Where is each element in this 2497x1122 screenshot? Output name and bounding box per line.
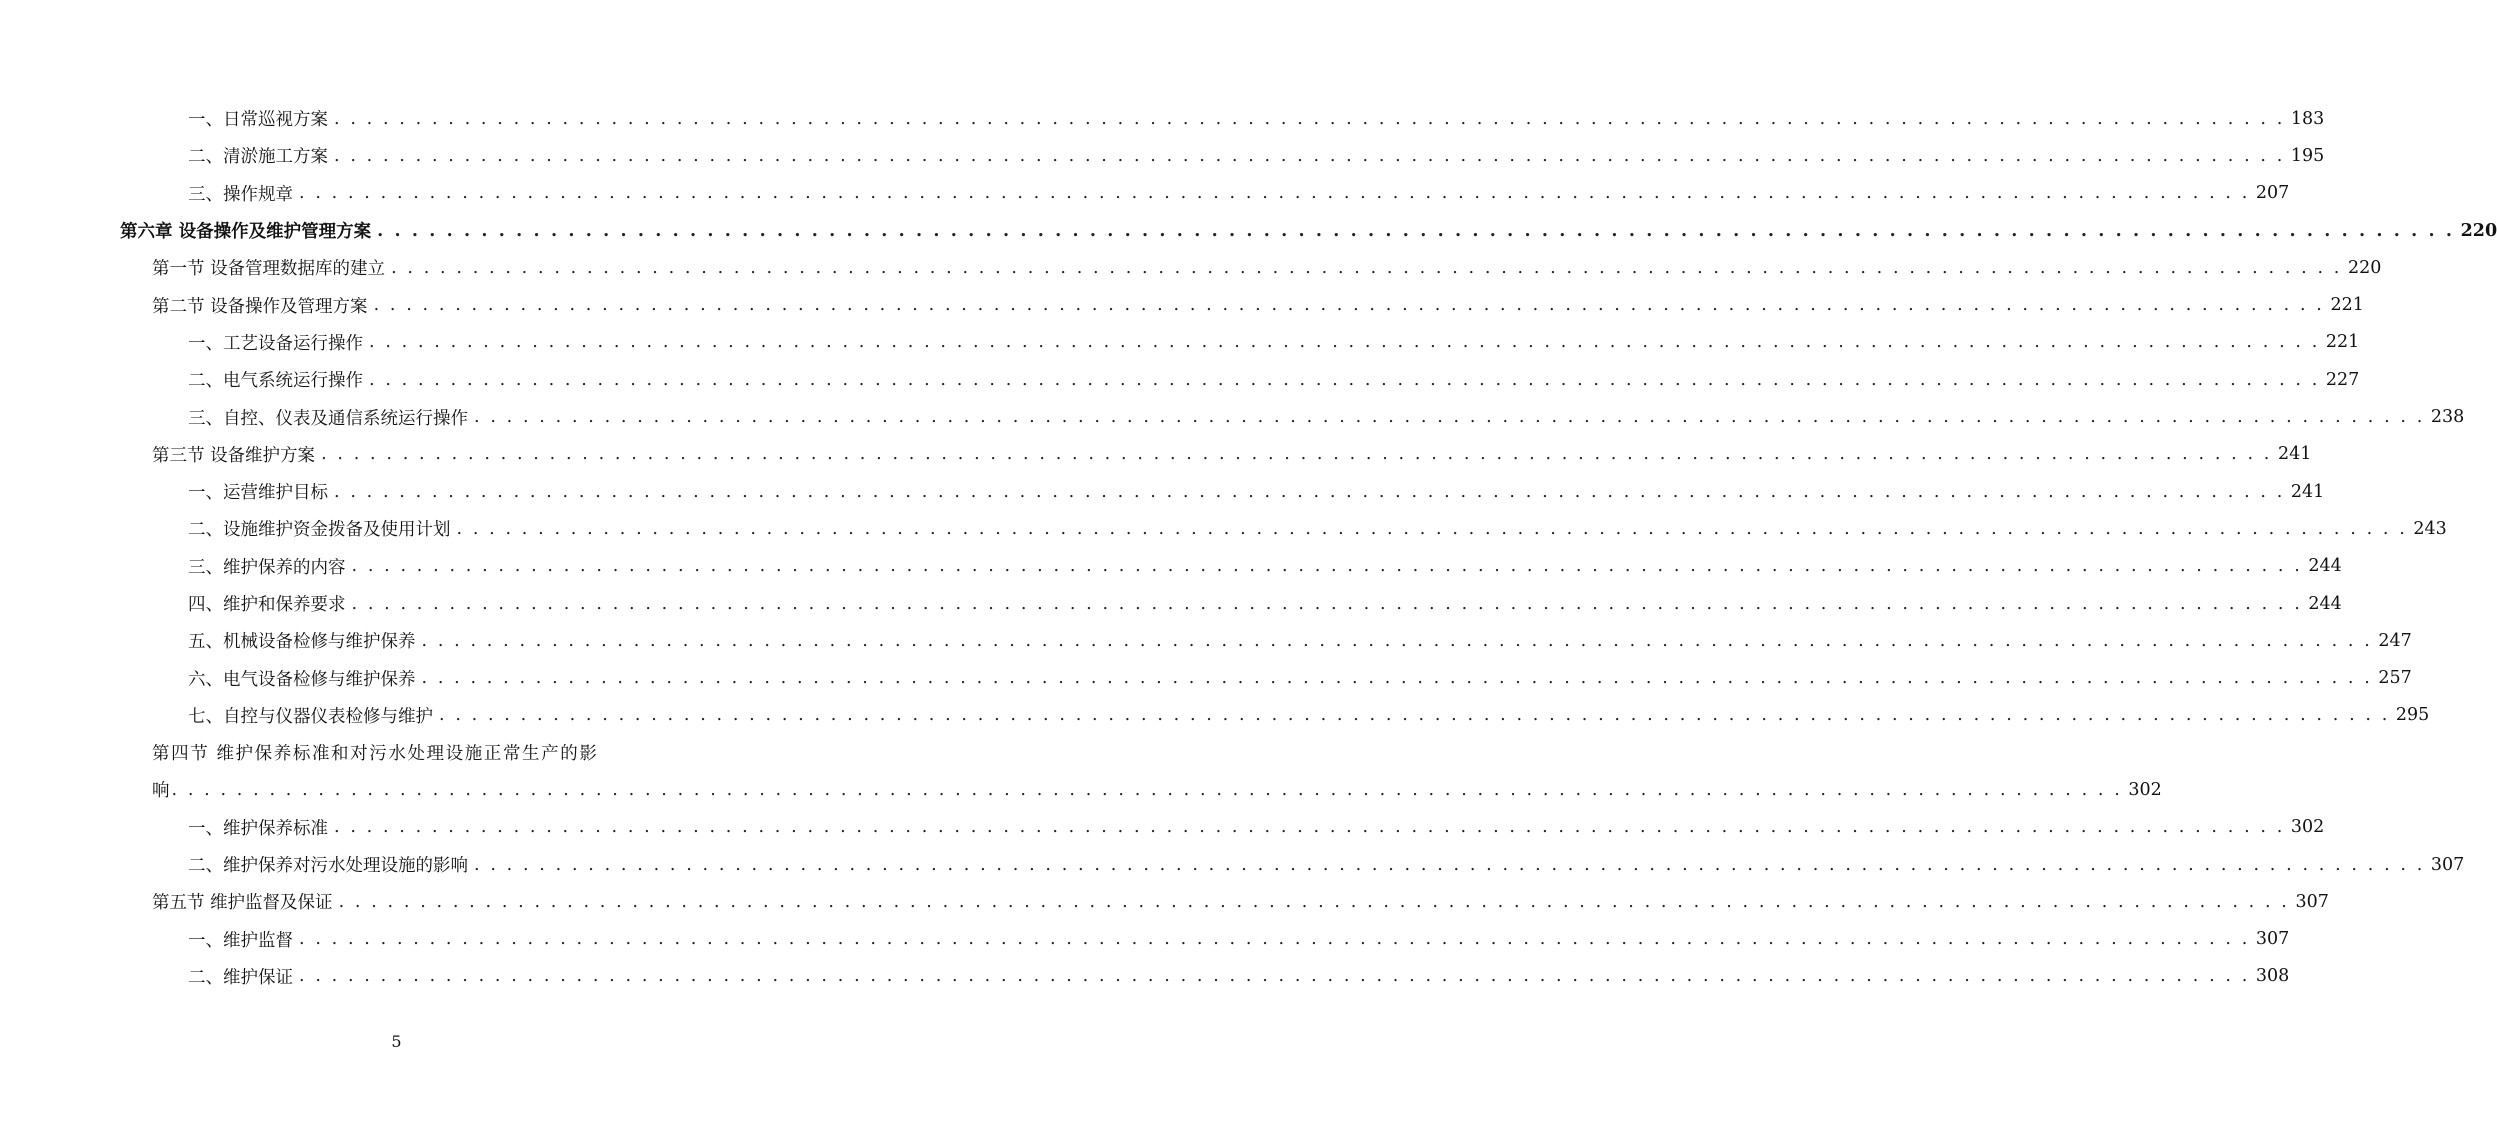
toc-subsection-entry[interactable]	[0, 958, 2290, 995]
toc-dot-leader: . . . . . . . . . . . . . . . . . . . . . . . . . . . . . . . . . . . . . . . . . . . . . . . . . . . . . . . . . . . . . . . . . . . . . . . . . . . . . . . . . . . . . . . . . . . . . . . . . . . . . . . . . . . . . . . . . . . . . . . .	[456, 518, 2408, 539]
toc-entry-page: 295	[2395, 705, 2430, 726]
toc-section-entry[interactable]	[0, 286, 2364, 323]
toc-entry-title: 五、机械设备检修与维护保养	[188, 632, 416, 653]
toc-entry-page: 307	[2295, 891, 2329, 912]
toc-subsection-entry[interactable]	[0, 473, 2325, 510]
toc-entry-page: 221	[2325, 332, 2360, 353]
toc-subsection-entry[interactable]	[0, 510, 2447, 547]
toc-entry-title: 三、操作规章	[188, 184, 293, 205]
toc-entry-page: 302	[2128, 779, 2162, 800]
toc-dot-leader: . . . . . . . . . . . . . . . . . . . . . . . . . . . . . . . . . . . . . . . . . . . . . . . . . . . . . . . . . . . . . . . . . . . . . . . . . . . . . . . . . . . . . . . . . . . . . . . . . . . . . . . . . . . . . . . . . . . . . . . .	[334, 145, 2285, 166]
toc-dot-leader: . . . . . . . . . . . . . . . . . . . . . . . . . . . . . . . . . . . . . . . . . . . . . . . . . . . . . . . . . . . . . . . . . . . . . . . . . . . . . . . . . . . . . . . . . . . . . . . . . . . . . . . . . . . . . . . . . . . . . . . .	[369, 369, 2320, 390]
toc-subsection-entry[interactable]	[0, 398, 2465, 435]
toc-dot-leader: . . . . . . . . . . . . . . . . . . . . . . . . . . . . . . . . . . . . . . . . . . . . . . . . . . . . . . . . . . . . . . . . . . . . . . . . . . . . . . . . . . . . . . . . . . . . . . . . . . . . . . . . . . . . . . . . . . . . . . . .	[474, 407, 2425, 428]
toc-subsection-entry[interactable]	[0, 324, 2360, 361]
toc-entry-page: 183	[2290, 108, 2325, 129]
toc-dot-leader: . . . . . . . . . . . . . . . . . . . . . . . . . . . . . . . . . . . . . . . . . . . . . . . . . . . . . . . . . . . . . . . . . . . . . . . . . . . . . . . . . . . . . . . . . . . . . . . . . . . . . . . . . . . . . . . . . . . . . . . .	[369, 332, 2320, 353]
toc-section-entry[interactable]	[0, 249, 2382, 286]
toc-entry-title: 第五节 维护监督及保证	[152, 893, 333, 914]
toc-entry-title: 三、自控、仪表及通信系统运行操作	[188, 408, 468, 429]
toc-entry-title: 二、电气系统运行操作	[188, 371, 363, 392]
toc-section-entry[interactable]	[0, 771, 2162, 808]
toc-entry-title: 第一节 设备管理数据库的建立	[152, 259, 386, 280]
toc-entry-page: 241	[2277, 444, 2312, 465]
toc-dot-leader: . . . . . . . . . . . . . . . . . . . . . . . . . . . . . . . . . . . . . . . . . . . . . . . . . . . . . . . . . . . . . . . . . . . . . . . . . . . . . . . . . . . . . . . . . . . . . . . . . . . . . . . . . . . . . . . . . . . . . . . .	[321, 444, 2272, 465]
toc-entry-page: 195	[2290, 145, 2325, 166]
toc-section-entry[interactable]	[0, 883, 2329, 920]
toc-dot-leader: . . . . . . . . . . . . . . . . . . . . . . . . . . . . . . . . . . . . . . . . . . . . . . . . . . . . . . . . . . . . . . . . . . . . . . . . . . . . . . . . . . . . . . . . . . . . . . . . . . . . . . . . . . . . . . . . . . . . . . . .	[377, 220, 2455, 241]
toc-dot-leader: . . . . . . . . . . . . . . . . . . . . . . . . . . . . . . . . . . . . . . . . . . . . . . . . . . . . . . . . . . . . . . . . . . . . . . . . . . . . . . . . . . . . . . . . . . . . . . . . . . . . . . . . . . . . . . . . . . . . . . . .	[171, 779, 2123, 800]
toc-entry-page: 220	[2460, 220, 2497, 241]
toc-entry-page: 241	[2290, 481, 2325, 502]
toc-dot-leader: . . . . . . . . . . . . . . . . . . . . . . . . . . . . . . . . . . . . . . . . . . . . . . . . . . . . . . . . . . . . . . . . . . . . . . . . . . . . . . . . . . . . . . . . . . . . . . . . . . . . . . . . . . . . . . . . . . . . . . . .	[439, 705, 2390, 726]
toc-subsection-entry[interactable]	[0, 659, 2412, 696]
toc-entry-title: 一、维护保养标准	[188, 818, 328, 839]
toc-entry-title: 一、日常巡视方案	[188, 110, 328, 131]
toc-subsection-entry[interactable]	[0, 809, 2325, 846]
toc-dot-leader: . . . . . . . . . . . . . . . . . . . . . . . . . . . . . . . . . . . . . . . . . . . . . . . . . . . . . . . . . . . . . . . . . . . . . . . . . . . . . . . . . . . . . . . . . . . . . . . . . . . . . . . . . . . . . . . . . . . . . . . .	[373, 295, 2325, 316]
toc-dot-leader: . . . . . . . . . . . . . . . . . . . . . . . . . . . . . . . . . . . . . . . . . . . . . . . . . . . . . . . . . . . . . . . . . . . . . . . . . . . . . . . . . . . . . . . . . . . . . . . . . . . . . . . . . . . . . . . . . . . . . . . .	[338, 891, 2290, 912]
toc-entry-title: 七、自控与仪器仪表检修与维护	[188, 706, 433, 727]
toc-entry-page: 207	[2255, 183, 2290, 204]
toc-entry-title: 一、维护监督	[188, 930, 293, 951]
toc-dot-leader: . . . . . . . . . . . . . . . . . . . . . . . . . . . . . . . . . . . . . . . . . . . . . . . . . . . . . . . . . . . . . . . . . . . . . . . . . . . . . . . . . . . . . . . . . . . . . . . . . . . . . . . . . . . . . . . . . . . . . . . .	[421, 630, 2373, 651]
toc-dot-leader: . . . . . . . . . . . . . . . . . . . . . . . . . . . . . . . . . . . . . . . . . . . . . . . . . . . . . . . . . . . . . . . . . . . . . . . . . . . . . . . . . . . . . . . . . . . . . . . . . . . . . . . . . . . . . . . . . . . . . . . .	[421, 668, 2373, 689]
toc-section-entry[interactable]	[0, 436, 2312, 473]
toc-entry-title: 三、维护保养的内容	[188, 557, 346, 578]
toc-subsection-entry[interactable]	[0, 548, 2342, 585]
toc-dot-leader: . . . . . . . . . . . . . . . . . . . . . . . . . . . . . . . . . . . . . . . . . . . . . . . . . . . . . . . . . . . . . . . . . . . . . . . . . . . . . . . . . . . . . . . . . . . . . . . . . . . . . . . . . . . . . . . . . . . . . . . .	[299, 929, 2250, 950]
toc-entry-title: 六、电气设备检修与维护保养	[188, 669, 416, 690]
toc-entry-title: 二、维护保养对污水处理设施的影响	[188, 856, 468, 877]
toc-entry-title: 四、维护和保养要求	[188, 595, 346, 615]
toc-entry-page: 243	[2413, 518, 2447, 539]
toc-subsection-entry[interactable]	[0, 622, 2412, 659]
toc-subsection-entry[interactable]	[0, 585, 2342, 622]
toc-dot-leader: . . . . . . . . . . . . . . . . . . . . . . . . . . . . . . . . . . . . . . . . . . . . . . . . . . . . . . . . . . . . . . . . . . . . . . . . . . . . . . . . . . . . . . . . . . . . . . . . . . . . . . . . . . . . . . . . . . . . . . . .	[474, 854, 2425, 875]
toc-entry-page: 221	[2330, 295, 2364, 316]
toc-entry-page: 257	[2378, 668, 2412, 689]
toc-dot-leader: . . . . . . . . . . . . . . . . . . . . . . . . . . . . . . . . . . . . . . . . . . . . . . . . . . . . . . . . . . . . . . . . . . . . . . . . . . . . . . . . . . . . . . . . . . . . . . . . . . . . . . . . . . . . . . . . . . . . . . . .	[299, 183, 2250, 204]
toc-dot-leader: . . . . . . . . . . . . . . . . . . . . . . . . . . . . . . . . . . . . . . . . . . . . . . . . . . . . . . . . . . . . . . . . . . . . . . . . . . . . . . . . . . . . . . . . . . . . . . . . . . . . . . . . . . . . . . . . . . . . . . . .	[334, 481, 2285, 502]
toc-entry-page: 244	[2308, 593, 2342, 614]
toc-section-entry[interactable]	[0, 734, 793, 771]
table-of-contents	[0, 100, 2497, 995]
toc-entry-title: 第二节 设备操作及管理方案	[152, 296, 368, 317]
toc-dot-leader: . . . . . . . . . . . . . . . . . . . . . . . . . . . . . . . . . . . . . . . . . . . . . . . . . . . . . . . . . . . . . . . . . . . . . . . . . . . . . . . . . . . . . . . . . . . . . . . . . . . . . . . . . . . . . . . . . . . . . . . .	[351, 556, 2303, 577]
toc-entry-page: 307	[2430, 854, 2465, 875]
toc-subsection-entry[interactable]	[0, 137, 2325, 174]
toc-dot-leader: . . . . . . . . . . . . . . . . . . . . . . . . . . . . . . . . . . . . . . . . . . . . . . . . . . . . . . . . . . . . . . . . . . . . . . . . . . . . . . . . . . . . . . . . . . . . . . . . . . . . . . . . . . . . . . . . . . . . . . . .	[299, 966, 2250, 987]
toc-entry-title: 第三节 设备维护方案	[152, 445, 316, 466]
toc-entry-page: 227	[2325, 369, 2360, 390]
toc-subsection-entry[interactable]	[0, 697, 2430, 734]
toc-dot-leader: . . . . . . . . . . . . . . . . . . . . . . . . . . . . . . . . . . . . . . . . . . . . . . . . . . . . . . . . . . . . . . . . . . . . . . . . . . . . . . . . . . . . . . . . . . . . . . . . . . . . . . . . . . . . . . . . . . . . . . . .	[334, 817, 2285, 838]
toc-entry-title: 二、清淤施工方案	[188, 147, 328, 168]
page-number: 5	[391, 1032, 402, 1051]
toc-entry-page: 238	[2430, 407, 2465, 428]
toc-dot-leader: . . . . . . . . . . . . . . . . . . . . . . . . . . . . . . . . . . . . . . . . . . . . . . . . . . . . . . . . . . . . . . . . . . . . . . . . . . . . . . . . . . . . . . . . . . . . . . . . . . . . . . . . . . . . . . . . . . . . . . . .	[334, 108, 2285, 129]
toc-subsection-entry[interactable]	[0, 175, 2290, 212]
toc-subsection-entry[interactable]	[0, 361, 2360, 398]
toc-entry-page: 308	[2255, 966, 2290, 987]
toc-entry-page: 220	[2347, 257, 2382, 278]
toc-entry-page: 302	[2290, 817, 2325, 838]
toc-subsection-entry[interactable]	[0, 921, 2290, 958]
toc-entry-page: 244	[2308, 556, 2342, 577]
toc-dot-leader: . . . . . . . . . . . . . . . . . . . . . . . . . . . . . . . . . . . . . . . . . . . . . . . . . . . . . . . . . . . . . . . . . . . . . . . . . . . . . . . . . . . . . . . . . . . . . . . . . . . . . . . . . . . . . . . . . . . . . . . .	[351, 593, 2303, 614]
toc-entry-title: 响	[152, 781, 170, 802]
toc-entry-title: 一、运营维护目标	[188, 483, 328, 504]
toc-entry-page: 247	[2378, 630, 2412, 651]
toc-entry-title: 第六章 设备操作及维护管理方案	[120, 222, 372, 243]
toc-entry-title: 第四节 维护保养标准和对污水处理设施正常生产的影	[152, 744, 599, 765]
toc-entry-title: 一、工艺设备运行操作	[188, 333, 363, 354]
toc-subsection-entry[interactable]	[0, 846, 2465, 883]
toc-entry-title: 二、设施维护资金拨备及使用计划	[188, 520, 451, 541]
toc-chapter-entry[interactable]	[0, 212, 2497, 249]
toc-subsection-entry[interactable]	[0, 100, 2325, 137]
toc-dot-leader: . . . . . . . . . . . . . . . . . . . . . . . . . . . . . . . . . . . . . . . . . . . . . . . . . . . . . . . . . . . . . . . . . . . . . . . . . . . . . . . . . . . . . . . . . . . . . . . . . . . . . . . . . . . . . . . . . . . . . . . .	[391, 257, 2342, 278]
toc-entry-page: 307	[2255, 929, 2290, 950]
toc-entry-title: 二、维护保证	[188, 967, 293, 988]
